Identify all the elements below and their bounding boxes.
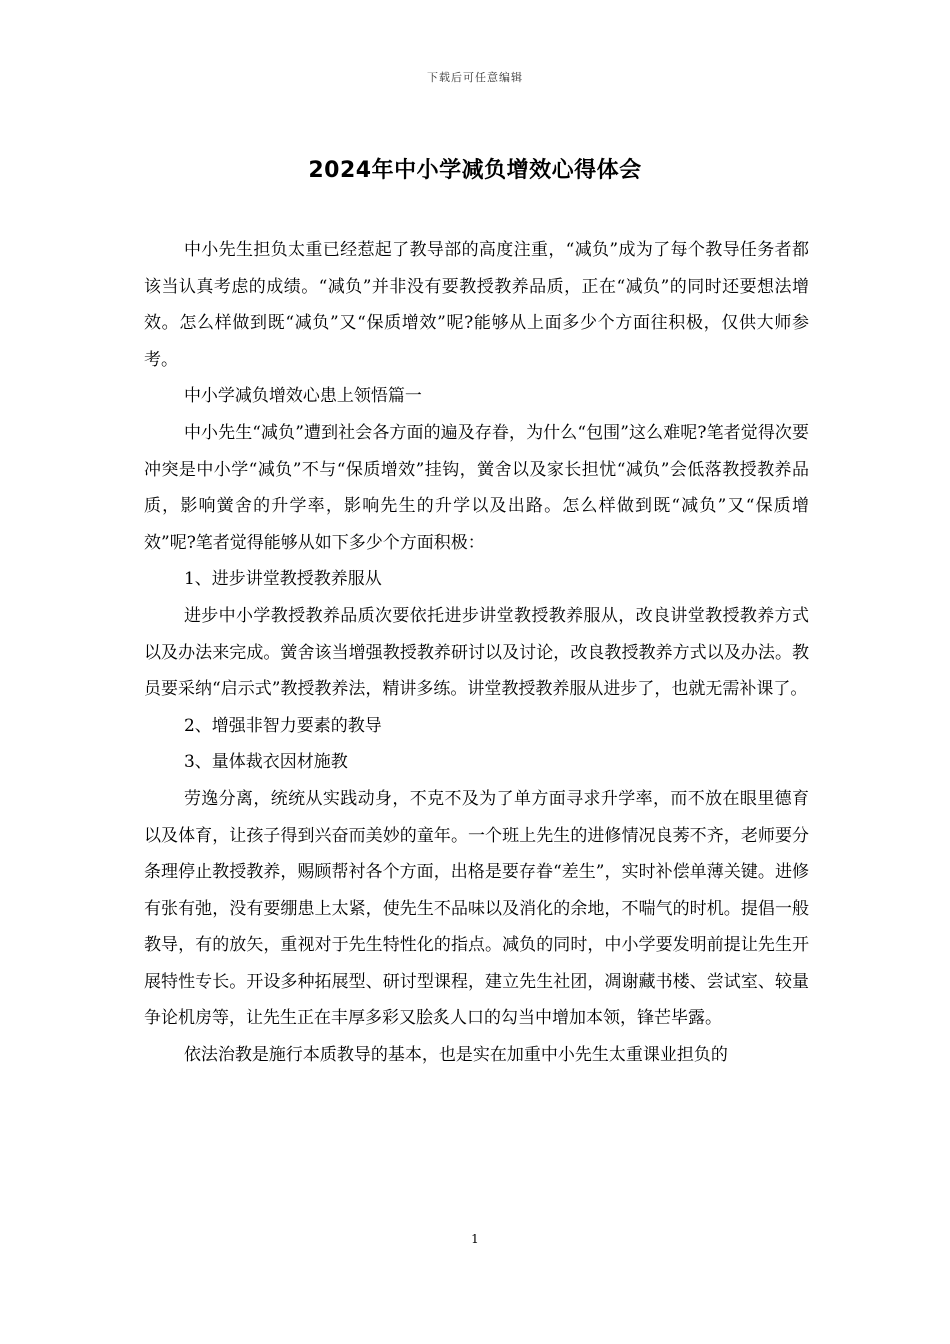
paragraph: 劳逸分离，统统从实践动身，不克不及为了单方面寻求升学率，而不放在眼里德育以及体育，让孩子得到兴奋而美妙的童年。一个班上先生的进修情况良莠不齐，老师要分条理停止教授教养，赐顾帮衬各个方面，出格是要存眷“差生”，实时补偿单薄关键。进修有张有弛，没有要绷患上太紧，使先生不品味以及消化的余地，不喘气的时机。提倡一般教导，有的放矢，重视对于先生特性化的指点。减负的同时，中小学要发明前提让先生开展特性专长。开设多种拓展型、研讨型课程，建立先生社团，凋谢藏书楼、尝试室、较量争论机房等，让先生正在丰厚多彩又脍炙人口的勾当中增加本领，锋芒毕露。 — [144, 788, 809, 1029]
document-title: 2024年中小学减负增效心得体会 — [308, 158, 642, 183]
paragraph: 中小先生“减负”遭到社会各方面的遍及存眷，为什么“包围”这么难呢?笔者觉得次要冲突是中小学“减负”不与“保质增效”挂钩，黉舍以及家长担忧“减负”会低落教授教养品质，影响黉舍的升学率，影响先生的升学以及出路。怎么样做到既“减负”又“保质增效”呢?笔者觉得能够从如下多少个方面积极： — [144, 422, 809, 553]
header-note: 下载后可任意编辑 — [427, 71, 523, 84]
section-heading: 中小学减负增效心患上领悟篇一 — [183, 386, 422, 407]
page-number: 1 — [471, 1232, 479, 1246]
paragraph: 进步中小学教授教养品质次要依托进步讲堂教授教养服从，改良讲堂教授教养方式以及办法来完成。黉舍该当增强教授教养研讨以及讨论，改良教授教养方式以及办法。教员要采纳“启示式”教授教养法，精讲多练。讲堂教授教养服从进步了，也就无需补课了。 — [144, 605, 809, 700]
paragraph-intro: 中小先生担负太重已经惹起了教导部的高度注重，“减负”成为了每个教导任务者都该当认真考虑的成绩。“减负”并非没有要教授教养品质，正在“减负”的同时还要想法增效。怎么样做到既“减负”又“保质增效”呢?能够从上面多少个方面往积极，仅供大师参考。 — [144, 240, 809, 370]
list-item-heading: 3、量体裁衣因材施教 — [183, 752, 348, 773]
list-item-heading: 1、进步讲堂教授教养服从 — [183, 569, 382, 590]
list-item-heading: 2、增强非智力要素的教导 — [183, 715, 382, 736]
document-body — [144, 232, 809, 1074]
paragraph: 依法治教是施行本质教导的基本，也是实在加重中小先生太重课业担负的 — [183, 1045, 728, 1066]
